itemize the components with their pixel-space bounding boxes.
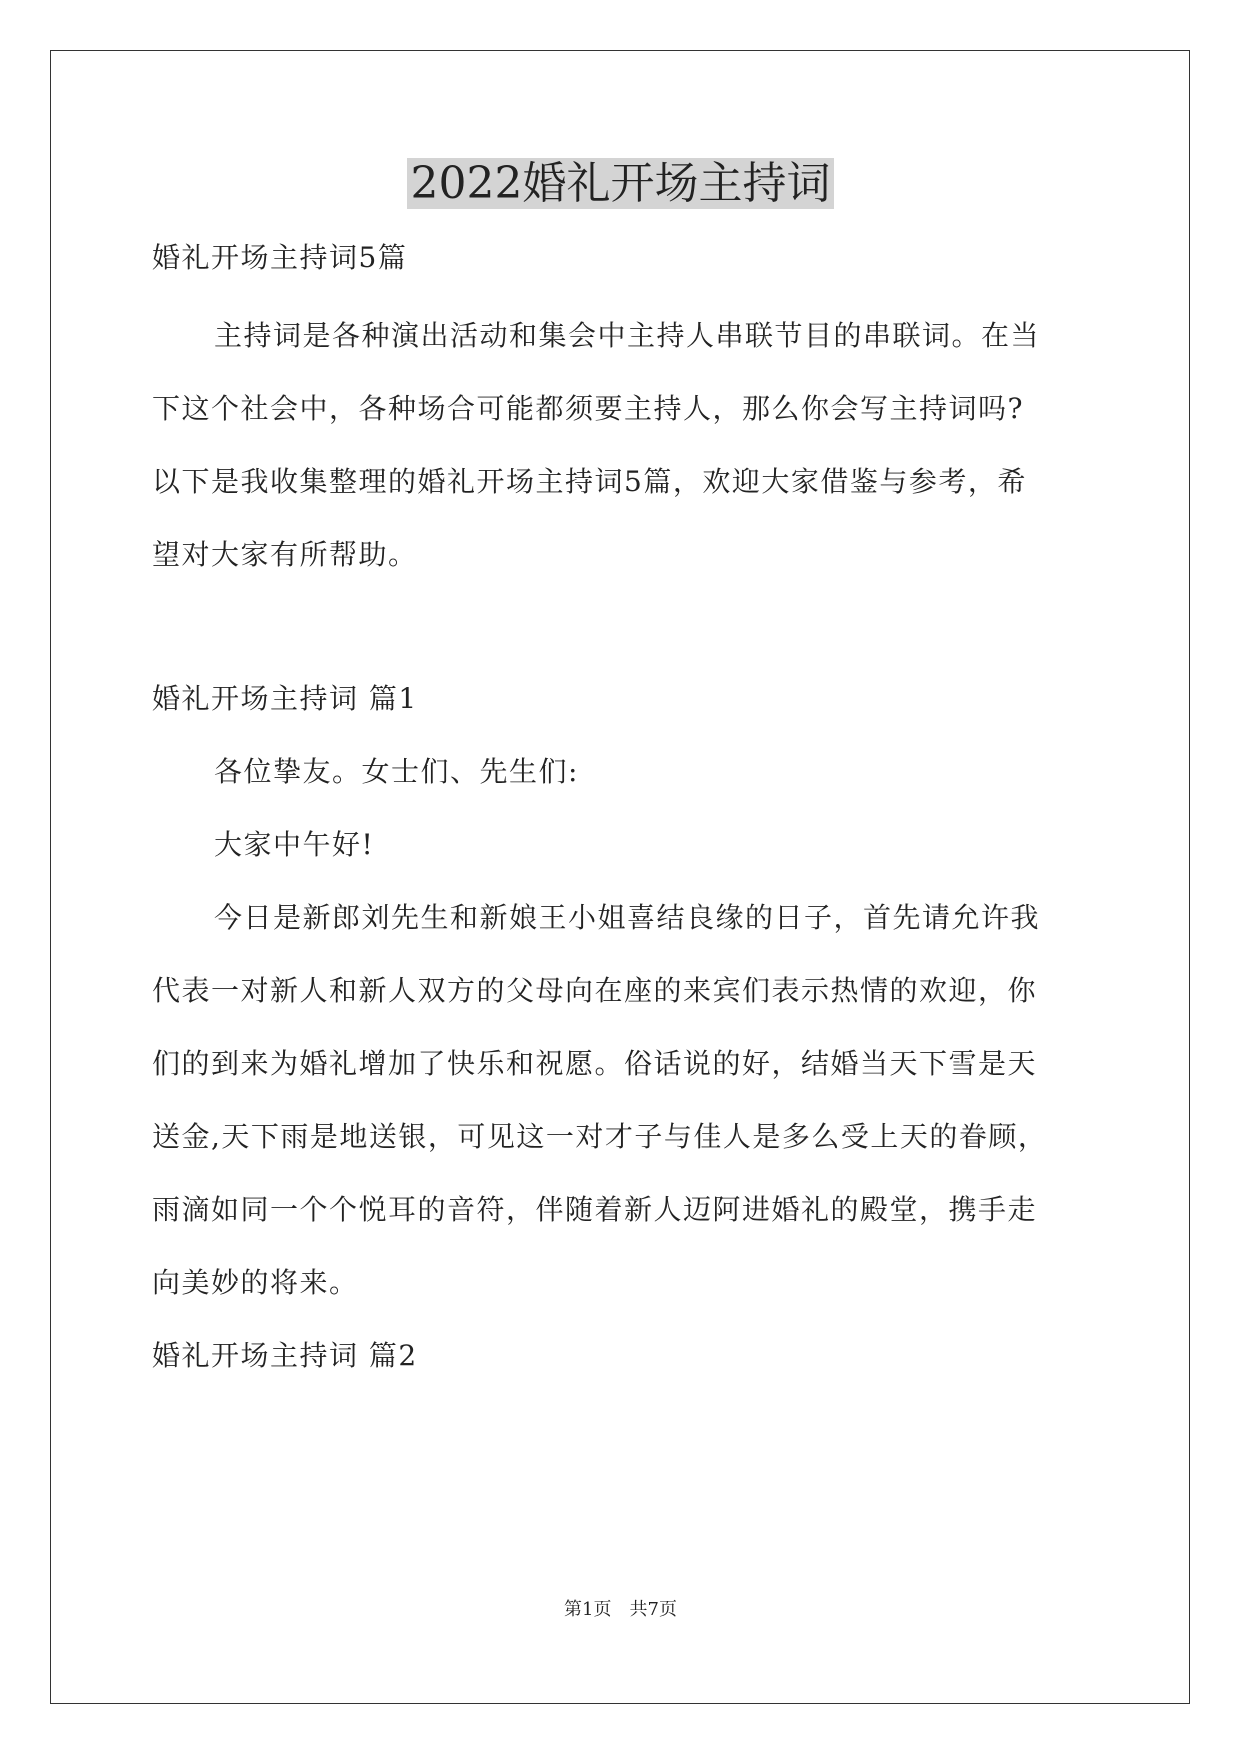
section-1-line-3: 们的到来为婚礼增加了快乐和祝愿。俗话说的好，结婚当天下雪是天: [152, 1047, 1038, 1080]
section-1-line-5: 雨滴如同一个个悦耳的音符，伴随着新人迈阿进婚礼的殿堂，携手走: [152, 1193, 1038, 1226]
section-2-heading: 婚礼开场主持词 篇2: [152, 1339, 418, 1372]
section-1-line-1: 今日是新郎刘先生和新娘王小姐喜结良缘的日子，首先请允许我: [214, 901, 1041, 934]
greeting-line: 各位挚友。女士们、先生们:: [214, 755, 579, 788]
intro-line-3: 以下是我收集整理的婚礼开场主持词5篇，欢迎大家借鉴与参考，希: [152, 465, 1027, 498]
section-1-line-6: 向美妙的将来。: [152, 1266, 359, 1299]
intro-line-2: 下这个社会中，各种场合可能都须要主持人，那么你会写主持词吗?: [152, 392, 1025, 425]
page-border: [50, 50, 1190, 1704]
greeting-line-2: 大家中午好!: [214, 828, 375, 861]
subtitle: 婚礼开场主持词5篇: [152, 241, 408, 274]
intro-line-1: 主持词是各种演出活动和集会中主持人串联节目的串联词。在当: [214, 319, 1041, 352]
section-1-line-4: 送金,天下雨是地送银，可见这一对才子与佳人是多么受上天的眷顾，: [152, 1120, 1048, 1153]
section-1-heading: 婚礼开场主持词 篇1: [152, 682, 418, 715]
section-1-line-2: 代表一对新人和新人双方的父母向在座的来宾们表示热情的欢迎，你: [152, 974, 1038, 1007]
intro-line-4: 望对大家有所帮助。: [152, 538, 418, 571]
document-title: 2022婚礼开场主持词: [0, 156, 1241, 212]
page-footer: 第1页 共7页: [564, 1599, 677, 1620]
